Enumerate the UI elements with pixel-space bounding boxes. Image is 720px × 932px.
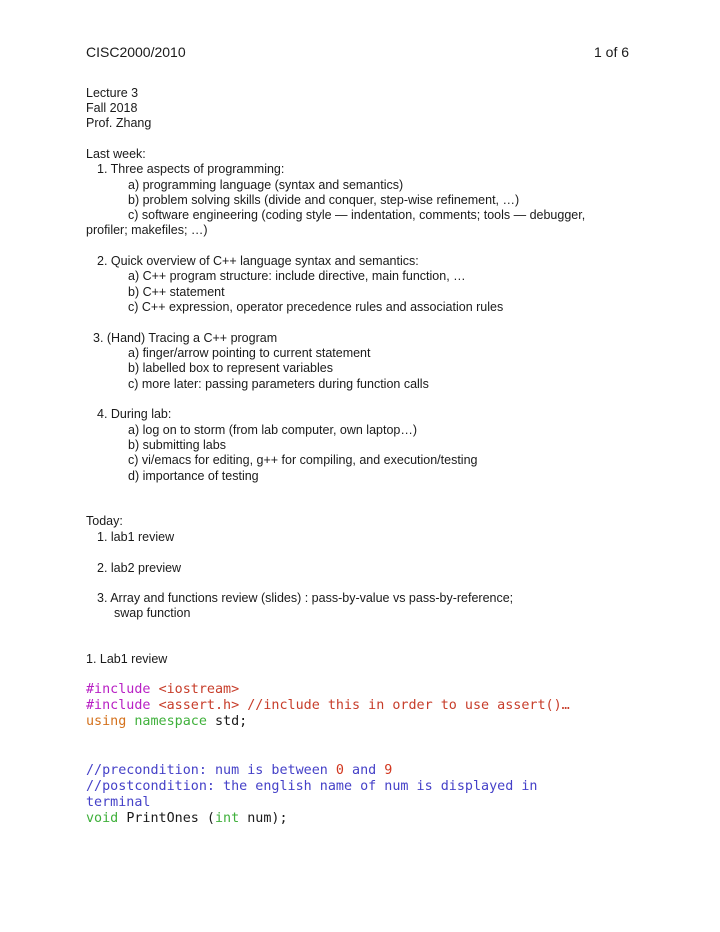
last-week-item: a) log on to storm (from lab computer, own laptop…) xyxy=(128,423,418,437)
last-week-item: b) submitting labs xyxy=(128,438,226,452)
code-preprocessor: #include xyxy=(86,682,151,697)
last-week-item: a) programming language (syntax and semantics) xyxy=(128,178,404,192)
code-keyword: using xyxy=(86,714,127,729)
last-week-item: b) problem solving skills (divide and conquer, step-wise refinement, …) xyxy=(128,193,520,207)
code-comment: terminal xyxy=(86,795,151,810)
today-heading: Today: xyxy=(86,514,123,528)
page-number: 1 of 6 xyxy=(594,44,630,60)
code-keyword: void xyxy=(86,811,119,826)
today-item: swap function xyxy=(114,606,191,620)
lecture-professor: Prof. Zhang xyxy=(86,116,152,130)
code-line-function-decl xyxy=(86,811,288,827)
course-header: CISC2000/2010 xyxy=(86,44,186,60)
last-week-item: 2. Quick overview of C++ language syntax and semantics: xyxy=(97,254,419,268)
code-comment: //postcondition: the english name of num is displayed in xyxy=(86,779,538,794)
today-item: 3. Array and functions review (slides) : pass-by-value vs pass-by-reference; xyxy=(97,591,514,605)
code-number: 9 xyxy=(384,763,393,778)
code-text: std; xyxy=(215,714,248,729)
last-week-item: 3. (Hand) Tracing a C++ program xyxy=(93,331,278,345)
section-heading: 1. Lab1 review xyxy=(86,652,168,666)
today-item: 1. lab1 review xyxy=(97,530,175,544)
code-comment: //include this in order to use assert()… xyxy=(247,698,570,713)
last-week-item: a) C++ program structure: include directive, main function, … xyxy=(128,269,466,283)
last-week-item: d) importance of testing xyxy=(128,469,259,483)
code-line-using xyxy=(86,714,247,730)
last-week-item: 4. During lab: xyxy=(97,407,172,421)
code-preprocessor: #include xyxy=(86,698,151,713)
code-line-postcondition xyxy=(86,779,537,795)
lecture-term: Fall 2018 xyxy=(86,101,138,115)
code-keyword: int xyxy=(215,811,240,826)
code-function-name: PrintOnes ( xyxy=(126,811,215,826)
last-week-item: b) C++ statement xyxy=(128,285,225,299)
last-week-item: a) finger/arrow pointing to current statement xyxy=(128,346,371,360)
last-week-item: c) C++ expression, operator precedence rules and association rules xyxy=(128,300,504,314)
last-week-item: 1. Three aspects of programming: xyxy=(97,162,285,176)
code-line-include-iostream xyxy=(86,682,239,698)
code-text: num); xyxy=(247,811,288,826)
code-header-name: <iostream> xyxy=(158,682,240,697)
code-line-precondition xyxy=(86,763,392,779)
code-comment: and xyxy=(352,763,377,778)
today-item: 2. lab2 preview xyxy=(97,561,182,575)
last-week-item: profiler; makefiles; …) xyxy=(86,223,208,237)
lecture-number: Lecture 3 xyxy=(86,86,139,100)
last-week-item: c) more later: passing parameters during function calls xyxy=(128,377,429,391)
code-keyword: namespace xyxy=(134,714,207,729)
last-week-item: c) vi/emacs for editing, g++ for compiling, and execution/testing xyxy=(128,453,478,467)
code-line-include-assert xyxy=(86,698,570,714)
code-header-name: <assert.h> xyxy=(158,698,240,713)
last-week-item: c) software engineering (coding style — indentation, comments; tools — debugger, xyxy=(128,208,586,222)
code-number: 0 xyxy=(335,763,344,778)
last-week-heading: Last week: xyxy=(86,147,146,161)
last-week-item: b) labelled box to represent variables xyxy=(128,361,333,375)
code-line-postcondition-cont xyxy=(86,795,151,811)
code-comment: //precondition: num is between xyxy=(86,763,328,778)
